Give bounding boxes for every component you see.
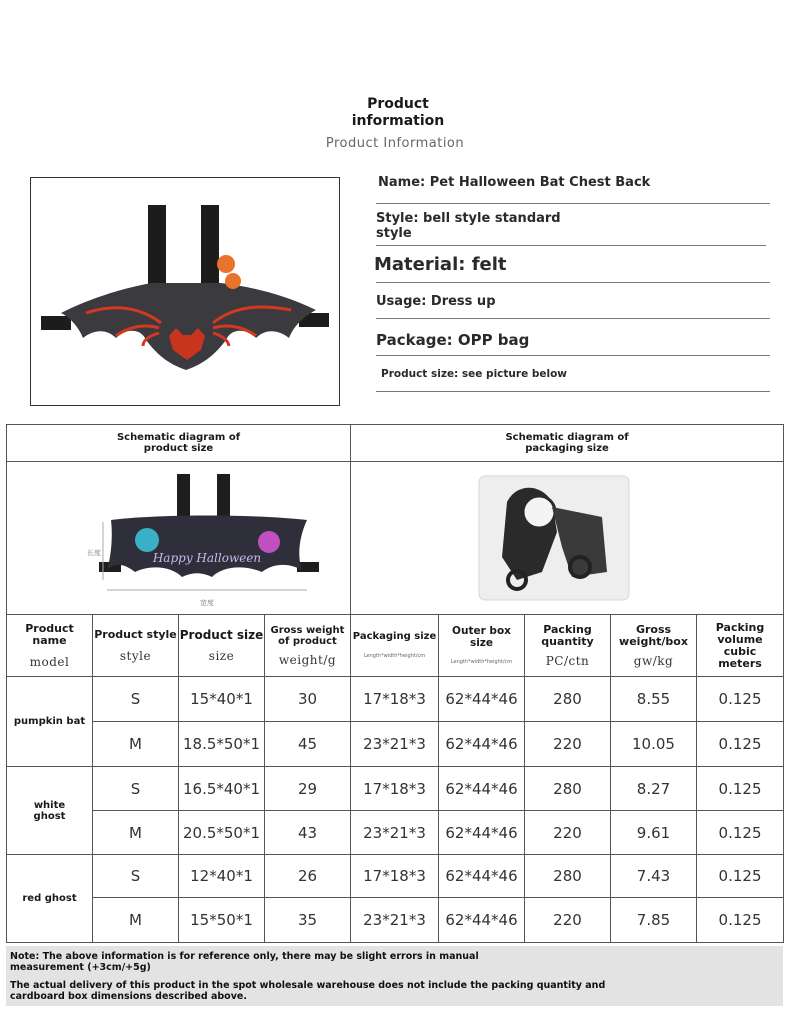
table-cell: M (93, 898, 179, 943)
table-cell: 280 (525, 767, 611, 811)
packaging-caption-line2: packaging size (525, 443, 609, 454)
table-cell: 0.125 (697, 767, 784, 811)
bat-text: Happy Halloween (152, 551, 262, 565)
table-cell: 45 (265, 722, 351, 767)
divider (376, 355, 770, 356)
table-cell: 12*40*1 (179, 855, 265, 898)
product-diagram-caption (7, 425, 351, 462)
table-cell: 17*18*3 (351, 677, 439, 722)
table-cell: 30 (265, 677, 351, 722)
table-cell: 43 (265, 811, 351, 855)
table-cell: 0.125 (697, 811, 784, 855)
col-header: Product size size (179, 615, 265, 677)
packaging-bag-svg (367, 462, 767, 610)
col-header: Gross weight of product weight/g (265, 615, 351, 677)
table-cell: M (93, 811, 179, 855)
divider (376, 318, 770, 319)
pumpkin-bell-icon (217, 255, 235, 273)
note-1-line1: Note: The above information is for reference only, there may be slight errors in manual (10, 951, 479, 962)
info-style-line2: style (376, 226, 412, 241)
pumpkin-bell-icon (225, 273, 241, 289)
table-cell: 0.125 (697, 677, 784, 722)
col-header: Packing quantity PC/ctn (525, 615, 611, 677)
table-cell: 16.5*40*1 (179, 767, 265, 811)
table-cell: 220 (525, 898, 611, 943)
table-cell: 9.61 (611, 811, 697, 855)
table-cell: 62*44*46 (439, 855, 525, 898)
col-header: Product name model (7, 615, 93, 677)
info-package: Package: OPP bag (376, 331, 530, 349)
table-cell: 17*18*3 (351, 767, 439, 811)
packaging-size-diagram (351, 462, 784, 615)
col-header: Gross weight/box gw/kg (611, 615, 697, 677)
table-cell: 7.85 (611, 898, 697, 943)
table-cell: 62*44*46 (439, 677, 525, 722)
page-title-line1: Product (367, 96, 429, 112)
table-cell: 220 (525, 722, 611, 767)
table-cell: 10.05 (611, 722, 697, 767)
table-cell: 0.125 (697, 855, 784, 898)
note-1 (10, 951, 479, 973)
dim-length-label: 长度 (87, 549, 101, 557)
col-header: Packaging size Length*width*height/cm (351, 615, 439, 677)
table-cell: 26 (265, 855, 351, 898)
table-cell: 280 (525, 855, 611, 898)
page-title-line2: information (351, 113, 445, 129)
table-cell: 23*21*3 (351, 722, 439, 767)
table-cell: 220 (525, 811, 611, 855)
page-title (0, 96, 790, 130)
table-cell: 0.125 (697, 722, 784, 767)
table-cell: 7.43 (611, 855, 697, 898)
right-strap (201, 205, 219, 285)
table-cell: 280 (525, 677, 611, 722)
product-size-diagram (7, 462, 351, 615)
table-row (7, 722, 784, 767)
table-cell: 17*18*3 (351, 855, 439, 898)
product-caption-line1: Schematic diagram of (116, 432, 241, 443)
dim-width-label: 宽度 (200, 599, 214, 607)
table-cell: S (93, 855, 179, 898)
table-cell: 0.125 (697, 898, 784, 943)
table-row (7, 811, 784, 855)
group-name: red ghost (7, 855, 93, 943)
info-name: Name: Pet Halloween Bat Chest Back (378, 175, 651, 190)
info-style (376, 211, 561, 241)
divider (376, 245, 766, 246)
table-cell: 18.5*50*1 (179, 722, 265, 767)
note-1-line2: measurement (+3cm/+5g) (10, 962, 151, 973)
table-cell: S (93, 767, 179, 811)
table-cell: 23*21*3 (351, 811, 439, 855)
col-header: Outer box size Length*width*height/cm (439, 615, 525, 677)
notes-box (6, 946, 783, 1006)
info-style-line1: Style: bell style standard (376, 211, 561, 226)
table-cell: 15*40*1 (179, 677, 265, 722)
table-cell: 35 (265, 898, 351, 943)
table-row (7, 767, 784, 811)
table-cell: 29 (265, 767, 351, 811)
table-cell: M (93, 722, 179, 767)
left-strap (148, 205, 166, 285)
info-material: Material: felt (374, 254, 507, 275)
product-photo (30, 177, 340, 406)
table-cell: 62*44*46 (439, 767, 525, 811)
product-caption-line2: product size (143, 443, 214, 454)
table-cell: 15*50*1 (179, 898, 265, 943)
note-2-line1: The actual delivery of this product in the spot wholesale warehouse does not include the packing quantity and (10, 980, 606, 991)
product-size-svg (7, 462, 351, 610)
col-header: Product style style (93, 615, 179, 677)
table-cell: 8.55 (611, 677, 697, 722)
table-row (7, 677, 784, 722)
note-2 (10, 980, 605, 1002)
table-cell: 23*21*3 (351, 898, 439, 943)
table-row (7, 898, 784, 943)
table-cell: 8.27 (611, 767, 697, 811)
divider (376, 391, 770, 392)
spec-table (6, 424, 784, 943)
table-header-row (7, 615, 784, 677)
bat-costume-photo (31, 178, 339, 405)
note-2-line2: cardboard box dimensions described above. (10, 991, 247, 1002)
divider (376, 282, 770, 283)
divider (376, 203, 770, 204)
table-cell: 20.5*50*1 (179, 811, 265, 855)
table-cell: 62*44*46 (439, 898, 525, 943)
group-name: white ghost (7, 767, 93, 855)
col-header: Packing volume cubic meters (697, 615, 784, 677)
group-name: pumpkin bat (7, 677, 93, 767)
side-strap-left (41, 316, 71, 330)
page-subtitle: Product Information (325, 136, 465, 151)
table-cell: 62*44*46 (439, 722, 525, 767)
table-cell: 62*44*46 (439, 811, 525, 855)
info-usage: Usage: Dress up (376, 294, 496, 309)
info-size-note: Product size: see picture below (381, 368, 568, 380)
packaging-diagram-caption (351, 425, 784, 462)
table-cell: S (93, 677, 179, 722)
table-row (7, 855, 784, 898)
packaging-caption-line1: Schematic diagram of (505, 432, 629, 443)
